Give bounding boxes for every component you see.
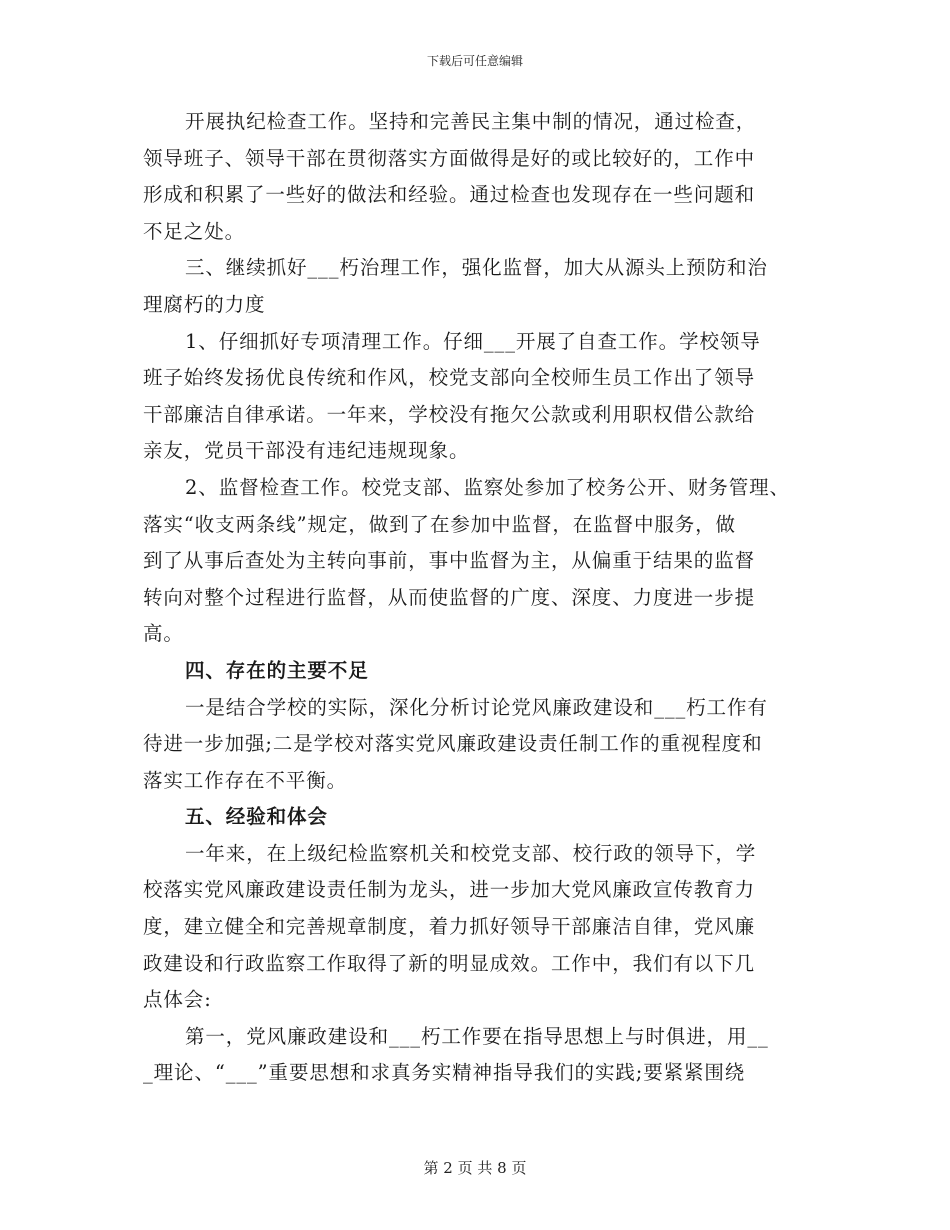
paragraph	[143, 324, 813, 470]
paragraph	[143, 104, 813, 250]
text-line: 领导班子、领导干部在贯彻落实方面做得是好的或比较好的，工作中	[143, 146, 756, 170]
text-line: 一年来，在上级纪检监察机关和校党支部、校行政的领导下，学	[185, 841, 757, 865]
paragraph	[143, 470, 813, 653]
text-line: 形成和积累了一些好的做法和经验。通过检查也发现存在一些问题和	[143, 183, 756, 207]
text-line: _理论、“___”重要思想和求真务实精神指导我们的实践;要紧紧围绕	[143, 1061, 746, 1085]
text-line: 到了从事后查处为主转向事前，事中监督为主，从偏重于结果的监督	[143, 549, 756, 573]
text-line: 落实“收支两条线”规定，做到了在参加中监督，在监督中服务，做	[143, 512, 736, 536]
text-line: 校落实党风廉政建设责任制为龙头，进一步加大党风廉政宣传教育力	[143, 878, 756, 902]
text-line: 待进一步加强;二是学校对落实党风廉政建设责任制工作的重视程度和	[143, 732, 763, 756]
text-line: 三、继续抓好___朽治理工作，强化监督，加大从源头上预防和治	[185, 256, 768, 280]
paragraph	[143, 690, 813, 800]
page-header: 下载后可任意编辑	[426, 54, 523, 68]
text-line: 五、经验和体会	[185, 805, 328, 829]
text-line: 高。	[143, 622, 184, 646]
text-line: 四、存在的主要不足	[185, 658, 369, 682]
section-heading	[143, 653, 813, 690]
text-line: 亲友，党员干部没有违纪违规现象。	[143, 439, 470, 463]
document-body	[143, 104, 813, 1092]
text-line: 1、仔细抓好专项清理工作。仔细___开展了自查工作。学校领导	[185, 329, 761, 353]
text-line: 一是结合学校的实际，深化分析讨论党风廉政建设和___朽工作有	[185, 695, 768, 719]
paragraph	[143, 836, 813, 1019]
text-line: 度，建立健全和完善规章制度，着力抓好领导干部廉洁自律，党风廉	[143, 915, 756, 939]
text-line: 不足之处。	[143, 219, 246, 243]
text-line: 第一，党风廉政建设和___朽工作要在指导思想上与时俱进，用__	[185, 1024, 769, 1048]
text-line: 干部廉洁自律承诺。一年来，学校没有拖欠公款或利用职权借公款给	[143, 402, 756, 426]
paragraph	[143, 250, 813, 323]
paragraph	[143, 1019, 813, 1092]
text-line: 开展执纪检查工作。坚持和完善民主集中制的情况，通过检查，	[185, 110, 757, 133]
text-line: 点体会:	[143, 988, 212, 1012]
text-line: 班子始终发扬优良传统和作风，校党支部向全校师生员工作出了领导	[143, 366, 756, 390]
text-line: 理腐朽的力度	[143, 292, 266, 316]
page-footer: 第 2 页 共 8 页	[423, 1159, 527, 1177]
text-line: 落实工作存在不平衡。	[143, 768, 348, 792]
text-line: 2、监督检查工作。校党支部、监察处参加了校务公开、财务管理、	[185, 475, 790, 499]
text-line: 转向对整个过程进行监督，从而使监督的广度、深度、力度进一步提	[143, 585, 756, 609]
text-line: 政建设和行政监察工作取得了新的明显成效。工作中，我们有以下几	[143, 951, 756, 975]
section-heading	[143, 799, 813, 836]
